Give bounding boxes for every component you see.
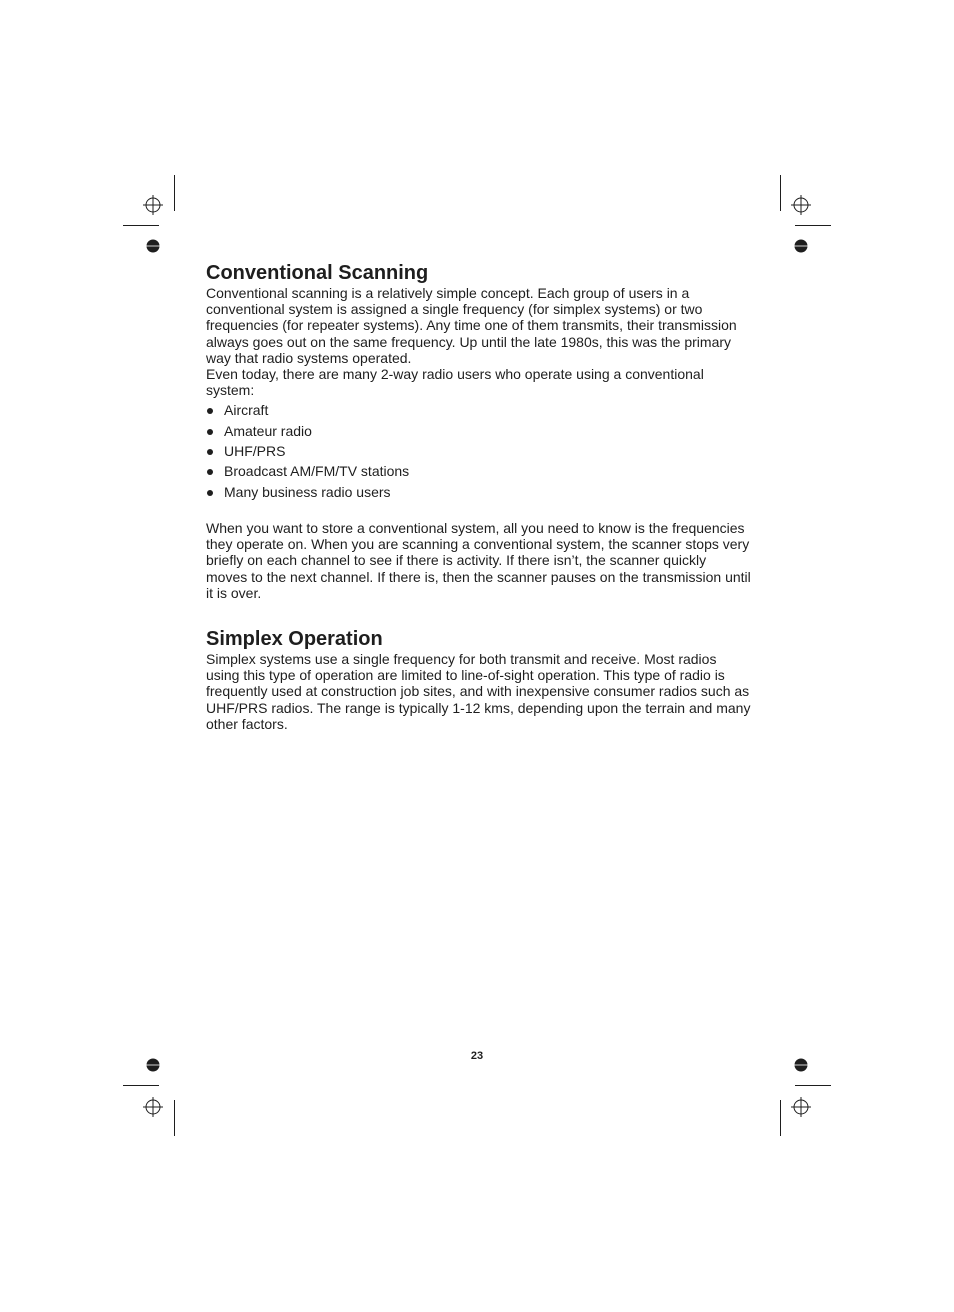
conventional-users-list <box>206 402 751 503</box>
crop-mark-top-right-horizontal <box>795 225 831 226</box>
registration-dot-icon <box>794 239 808 253</box>
spacer <box>206 504 751 520</box>
bullet-icon <box>207 469 213 475</box>
bullet-icon <box>207 490 213 496</box>
registration-dot-icon <box>146 239 160 253</box>
list-item: Amateur radio <box>206 423 751 443</box>
spacer <box>206 601 751 626</box>
crop-mark-bottom-left-horizontal <box>123 1085 159 1086</box>
crop-mark-bottom-right-vertical <box>780 1100 781 1136</box>
crop-mark-top-right-vertical <box>780 175 781 211</box>
crop-mark-top-left-horizontal <box>123 225 159 226</box>
paragraph-conventional-intro: Conventional scanning is a relatively simple concept. Each group of users in a conventional system is assigned a single frequency (for simplex systems) or two frequencies (for repeater systems). Any time one of them transmits, their transmission always goes out on the same frequency. Up until the late 1980s, this was the primary way that radio systems operated. <box>206 285 737 366</box>
list-item: UHF/PRS <box>206 443 751 463</box>
page-number: 23 <box>470 1050 484 1062</box>
registration-target-icon <box>143 1097 163 1117</box>
registration-target-icon <box>143 195 163 215</box>
crop-mark-bottom-left-vertical <box>174 1100 175 1136</box>
paragraph-simplex: Simplex systems use a single frequency for both transmit and receive. Most radios using this type of operation are limited to line-of-sight operation. This type of radio is frequently used at construction job sites, and with inexpensive consumer radios such as UHF/PRS radios. The range is typically 1-12 kms, depending upon the terrain and many other factors. <box>206 650 751 732</box>
crop-mark-top-left-vertical <box>174 175 175 211</box>
section-heading-conventional-scanning: Conventional Scanning <box>206 262 429 284</box>
registration-target-icon <box>791 195 811 215</box>
list-item: Many business radio users <box>206 484 751 504</box>
paragraph-conventional-users: Even today, there are many 2-way radio users who operate using a conventional system: <box>206 366 704 399</box>
section-heading-simplex-operation: Simplex Operation <box>206 627 383 650</box>
list-item: Broadcast AM/FM/TV stations <box>206 463 751 483</box>
paragraph-storing-conventional: When you want to store a conventional system, all you need to know is the frequencies they operate on. When you are scanning a conventional system, the scanner stops very briefly on each channel to see if there is activity. If there isn’t, the scanner quickly moves to the next channel. If there is, then the scanner pauses on the transmission until it is over. <box>206 519 751 601</box>
bullet-icon <box>207 408 213 414</box>
crop-mark-bottom-right-horizontal <box>795 1085 831 1086</box>
bullet-icon <box>207 429 213 435</box>
bullet-icon <box>207 449 213 455</box>
registration-target-icon <box>791 1097 811 1117</box>
page-content <box>206 260 751 732</box>
list-item: Aircraft <box>206 402 751 422</box>
